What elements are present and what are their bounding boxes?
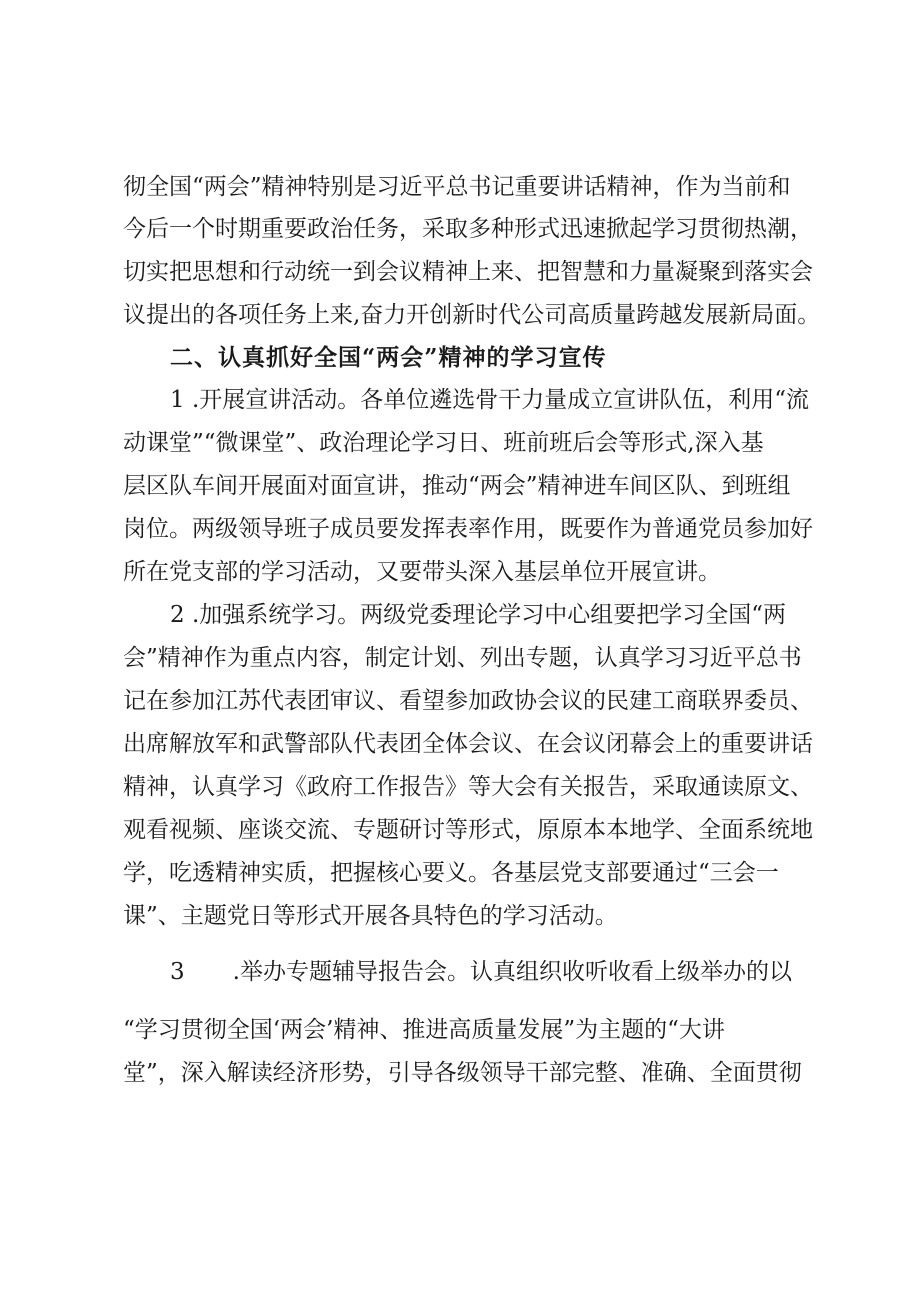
paragraph-line: 彻全国“两会”精神特别是习近平总书记重要讲话精神，作为当前和 [123,174,791,200]
item-1-line: 所在党支部的学习活动，又要带头深入基层单位开展宣讲。 [123,559,721,585]
item-1-line: 动课堂”“微课堂”、政治理论学习日、班前班后会等形式,深入基 [123,430,764,456]
item-1-line: 1 .开展宣讲活动。各单位遴选骨干力量成立宣讲队伍，利用“流 [170,387,810,413]
item-2-line: 课”、主题党日等形式开展各具特色的学习活动。 [123,903,618,929]
item-2-line: 精神，认真学习《政府工作报告》等大会有关报告，采取通读原文、 [123,774,813,800]
section-heading: 二、认真抓好全国“两会”精神的学习宣传 [170,344,607,371]
item-2-line: 记在参加江苏代表团审议、看望参加政协会议的民建工商联界委员、 [123,688,813,714]
item-2-line: 会”精神作为重点内容，制定计划、列出专题，认真学习习近平总书 [123,645,802,671]
paragraph-line: 今后一个时期重要政治任务，采取多种形式迅速掀起学习贯彻热潮， [123,216,813,242]
item-2-line: 出席解放军和武警部队代表团全体会议、在会议闭幕会上的重要讲话 [123,731,813,757]
item-1-line: 岗位。两级领导班子成员要发挥表率作用，既要作为普通党员参加好 [123,516,813,542]
item-1-line: 层区队车间开展面对面宣讲，推动“两会”精神进车间区队、到班组 [123,473,791,499]
item-2-line: 观看视频、座谈交流、专题研讨等形式，原原本本地学、全面系统地 [123,817,813,843]
paragraph-line: 切实把思想和行动统一到会议精神上来、把智慧和力量凝聚到落实会 [123,259,813,285]
paragraph-line: 议提出的各项任务上来,奋力开创新时代公司高质量跨越发展新局面。 [123,302,821,328]
item-3-first-text: .举办专题辅导报告会。认真组织收听收看上级举办的以 [232,959,792,985]
item-3-first-line [170,957,803,987]
item-2-line: 学，吃透精神实质，把握核心要义。各基层党支部要通过“三会一 [123,860,779,886]
item-3-line: 堂”，深入解读经济形势，引导各级领导干部完整、准确、全面贯彻 [123,1060,802,1086]
item-3-line: “学习贯彻全国‘两会’精神、推进高质量发展”为主题的“大讲 [123,1017,725,1043]
item-2-line: 2 .加强系统学习。两级党委理论学习中心组要把学习全国“两 [170,602,787,628]
item-3-number: 3 [170,959,185,985]
